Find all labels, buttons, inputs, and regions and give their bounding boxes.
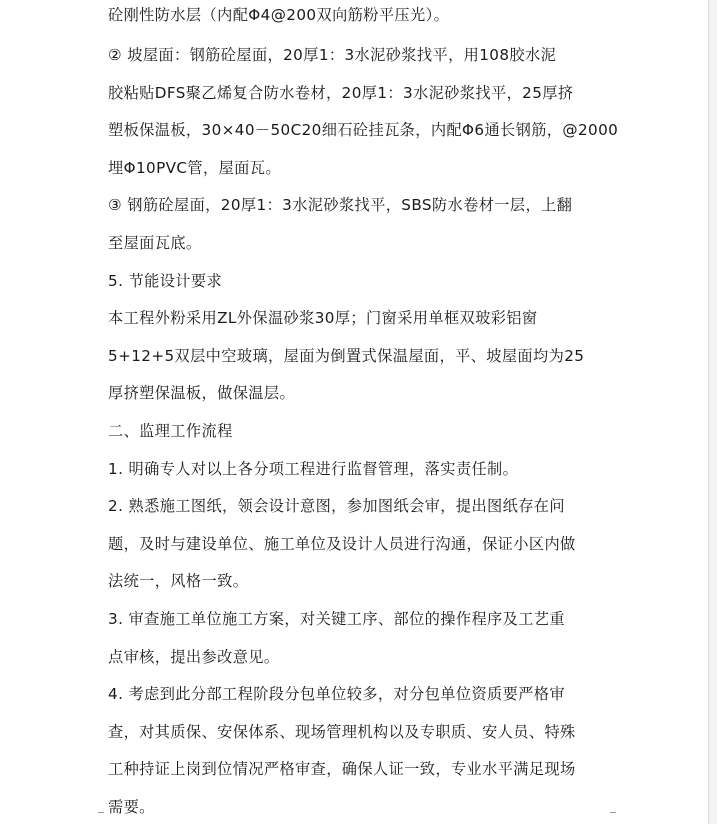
section-heading: 5. 节能设计要求 — [108, 271, 223, 290]
text-line: 点审核，提出参改意见。 — [108, 647, 280, 666]
text-line: 5+12+5双层中空玻璃，屋面为倒置式保温屋面，平、坡屋面均为25 — [108, 346, 585, 365]
text-line: 胶粘贴DFS聚乙烯复合防水卷材，20厚1：3水泥砂浆找平，25厚挤 — [108, 83, 574, 102]
text-line: 工种持证上岗到位情况严格审查，确保人证一致，专业水平满足现场 — [108, 760, 576, 779]
text-line: 埋Φ10PVC管，屋面瓦。 — [108, 158, 281, 177]
page-corner-mark-right — [610, 812, 616, 813]
text-line: 需要。 — [108, 797, 155, 816]
text-line: ③ 钢筋砼屋面，20厚1：3水泥砂浆找平，SBS防水卷材一层，上翻 — [108, 196, 573, 215]
text-line: 查，对其质保、安保体系、现场管理机构以及专职质、安人员、特殊 — [108, 722, 576, 741]
text-line: 砼刚性防水层（内配Φ4@200双向筋粉平压光）。 — [108, 6, 450, 24]
page-corner-mark-left — [98, 812, 104, 813]
text-line: 厚挤塑保温板，做保温层。 — [108, 384, 296, 403]
text-line: 法统一，风格一致。 — [108, 572, 249, 591]
text-line: 4. 考虑到此分部工程阶段分包单位较多，对分包单位资质要严格审 — [108, 685, 565, 704]
text-line: 塑板保温板，30×40－50C20细石砼挂瓦条，内配Φ6通长钢筋，@2000 — [108, 121, 619, 140]
text-line: 3. 审查施工单位施工方案，对关键工序、部位的操作程序及工艺重 — [108, 609, 565, 628]
text-line: ② 坡屋面：钢筋砼屋面，20厚1：3水泥砂浆找平，用108胶水泥 — [108, 46, 557, 64]
section-heading: 二、监理工作流程 — [108, 421, 233, 440]
page-edge — [708, 0, 717, 824]
text-line: 题，及时与建设单位、施工单位及设计人员进行沟通，保证小区内做 — [108, 534, 576, 553]
text-line: 2. 熟悉施工图纸，领会设计意图，参加图纸会审，提出图纸存在问 — [108, 497, 565, 516]
text-line: 至屋面瓦底。 — [108, 233, 202, 252]
document-body — [108, 0, 619, 826]
text-line: 1. 明确专人对以上各分项工程进行监督管理，落实责任制。 — [108, 459, 519, 478]
text-line: 本工程外粉采用ZL外保温砂浆30厚；门窗采用单框双玻彩铝窗 — [108, 309, 538, 328]
